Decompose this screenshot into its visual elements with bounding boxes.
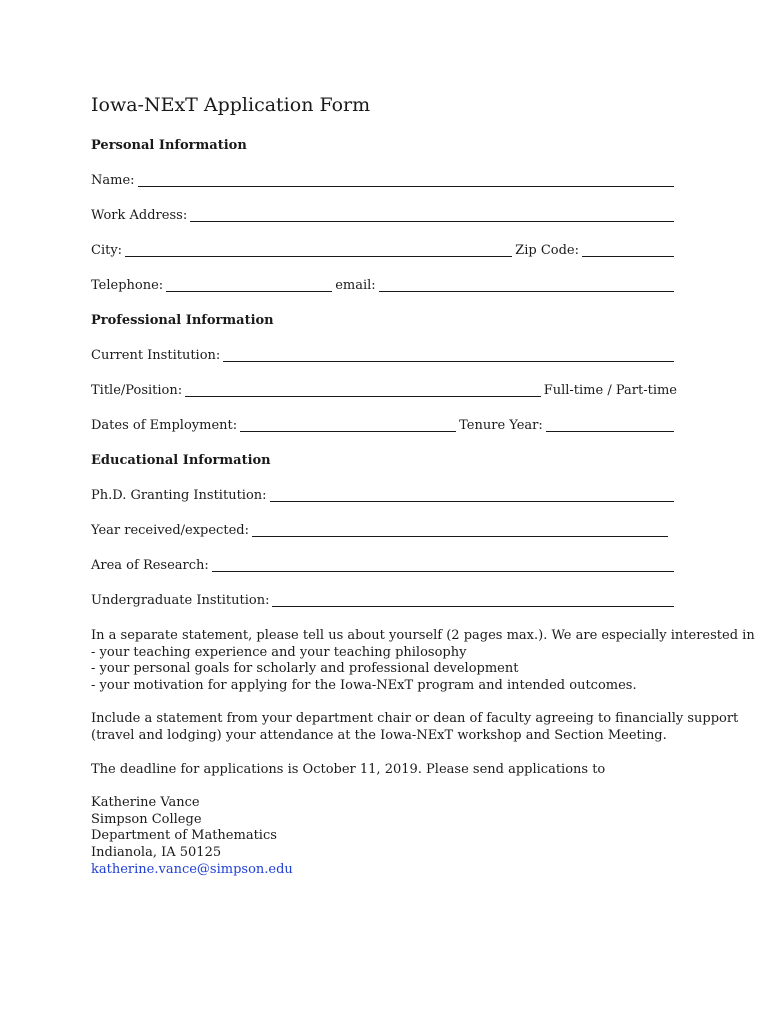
employment-dates-row xyxy=(91,418,677,434)
statement-item: - your motivation for applying for the Iowa-NExT program and intended outcomes. xyxy=(91,677,637,693)
name-row xyxy=(91,173,677,189)
section-professional-heading: Professional Information xyxy=(91,313,274,328)
section-educational-heading: Educational Information xyxy=(91,453,271,468)
email-field[interactable] xyxy=(379,291,674,292)
city-label: City: xyxy=(91,243,123,258)
work-address-label: Work Address: xyxy=(91,208,188,223)
tenure-year-field[interactable] xyxy=(546,431,674,432)
statement-item: - your teaching experience and your teaching philosophy xyxy=(91,644,467,660)
zip-label: Zip Code: xyxy=(515,243,579,258)
name-field[interactable] xyxy=(138,186,674,187)
form-content xyxy=(91,93,755,878)
work-address-field[interactable] xyxy=(190,221,674,222)
contact-name: Katherine Vance xyxy=(91,795,200,811)
city-field[interactable] xyxy=(125,256,512,257)
deadline-text xyxy=(91,762,677,779)
dates-employment-label: Dates of Employment: xyxy=(91,418,238,433)
statement-item: - your personal goals for scholarly and professional development xyxy=(91,661,519,677)
title-position-field[interactable] xyxy=(185,396,541,397)
title-position-label: Title/Position: xyxy=(91,383,183,398)
statement-intro: In a separate statement, please tell us about yourself (2 pages max.). We are especially interested in xyxy=(91,628,755,643)
deadline-line: The deadline for applications is October 11, 2019. Please send applications to xyxy=(91,761,606,777)
telephone-field[interactable] xyxy=(166,291,332,292)
current-institution-field[interactable] xyxy=(223,361,674,362)
contact-email-link[interactable]: katherine.vance@simpson.edu xyxy=(91,861,293,877)
spacer xyxy=(91,694,677,711)
undergrad-institution-row xyxy=(91,593,677,609)
city-zip-row xyxy=(91,243,677,259)
undergrad-institution-label: Undergraduate Institution: xyxy=(91,593,270,608)
current-institution-label: Current Institution: xyxy=(91,348,221,363)
contact-college: Simpson College xyxy=(91,811,202,827)
current-institution-row xyxy=(91,348,677,364)
support-line: Include a statement from your department chair or dean of faculty agreeing to financially support xyxy=(91,711,739,727)
contact-address xyxy=(91,795,677,878)
zip-field[interactable] xyxy=(582,256,674,257)
work-address-row xyxy=(91,208,677,224)
tenure-year-label: Tenure Year: xyxy=(459,418,543,433)
contact-city: Indianola, IA 50125 xyxy=(91,844,222,860)
phd-institution-row xyxy=(91,488,677,504)
year-received-row xyxy=(91,523,677,539)
employment-type-option[interactable]: Full-time / Part-time xyxy=(543,383,677,398)
year-received-field[interactable] xyxy=(252,536,668,537)
area-research-label: Area of Research: xyxy=(91,558,209,573)
telephone-label: Telephone: xyxy=(91,278,164,293)
email-label: email: xyxy=(335,278,376,293)
spacer xyxy=(91,745,677,762)
phone-email-row xyxy=(91,278,677,294)
support-line: (travel and lodging) your attendance at the Iowa-NExT workshop and Section Meeting. xyxy=(91,727,667,743)
name-label: Name: xyxy=(91,173,135,188)
area-research-row xyxy=(91,558,677,574)
statement-instructions xyxy=(91,628,755,694)
spacer xyxy=(91,778,677,795)
undergrad-institution-field[interactable] xyxy=(272,606,674,607)
phd-institution-label: Ph.D. Granting Institution: xyxy=(91,488,267,503)
section-personal-heading: Personal Information xyxy=(91,138,247,153)
page-title: Iowa-NExT Application Form xyxy=(91,94,371,116)
area-research-field[interactable] xyxy=(212,571,674,572)
contact-department: Department of Mathematics xyxy=(91,828,277,844)
year-received-label: Year received/expected: xyxy=(91,523,249,538)
dates-employment-field[interactable] xyxy=(240,431,456,432)
phd-institution-field[interactable] xyxy=(270,501,674,502)
title-position-row xyxy=(91,383,677,399)
support-instructions xyxy=(91,711,739,744)
